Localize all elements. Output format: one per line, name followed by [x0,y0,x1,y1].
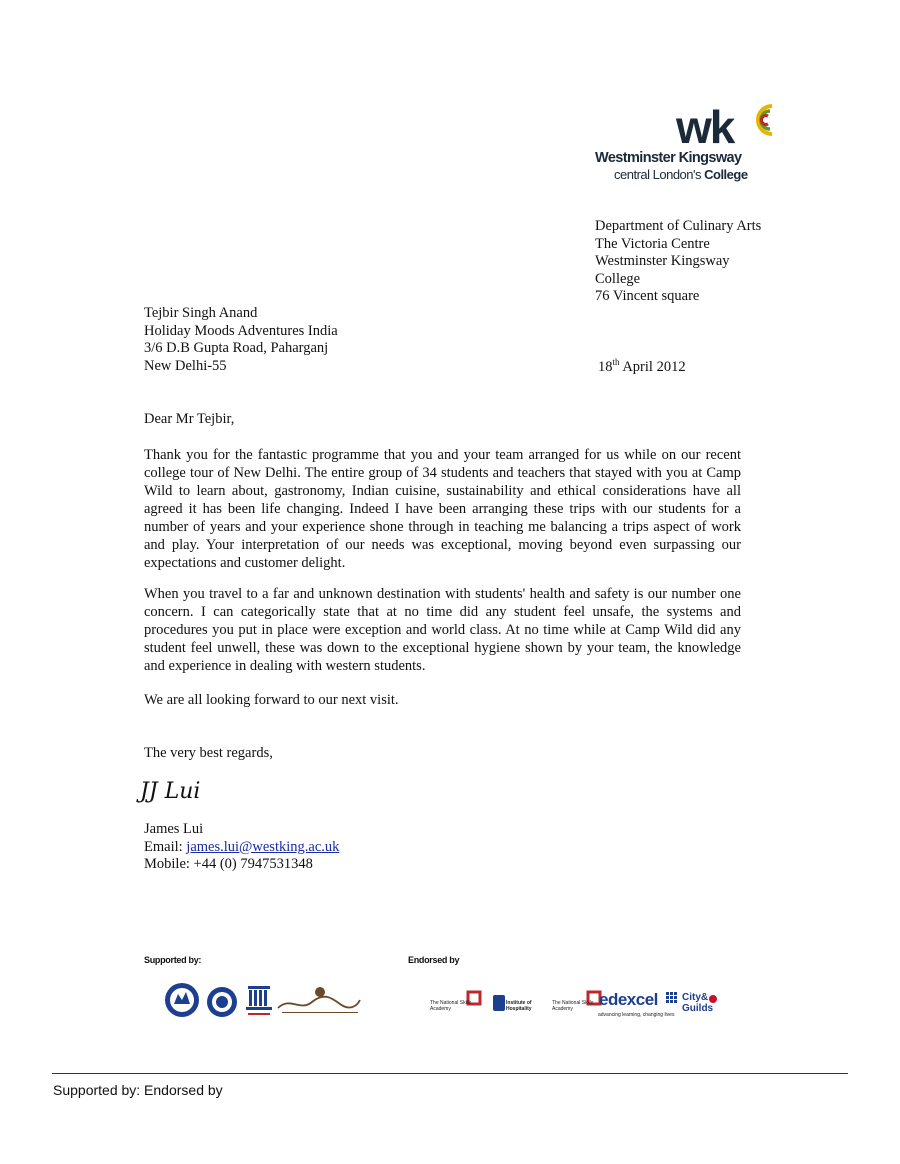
supported-by-label: Supported by: [144,955,202,965]
mobile-line: Mobile: +44 (0) 7947531348 [144,856,313,872]
supporter-pillars-logo-icon [246,986,272,1015]
body-paragraph-2: When you travel to a far and unknown destination with students' health and safety is our number one concern. I can categorically state that at no time did any student feel unsafe, the systems and procedures you put in place were exception and world class. At no time while at Camp Wild did any student feel unwell, these was down to the exceptional hygiene shown by your team, the knowledge and experience in dealing with western students. [144,586,741,674]
nsa-label-1: The National Skills Academy [430,1000,472,1012]
handwritten-signature: JJ Lui [140,779,201,804]
contact-block [144,821,339,874]
sender-address-line: College [595,270,641,287]
endorsed-by-label: Endorsed by [408,955,460,965]
letter-date: 18th April 2012 [598,357,686,375]
closing: The very best regards, [144,745,273,761]
sender-address-line: Westminster Kingsway [595,253,730,269]
institute-label: Institute of Hospitality [506,1000,532,1012]
supporter-crest-logo-icon [165,983,199,1017]
edexcel-tagline: advancing learning, changing lives [598,1012,675,1018]
body-paragraph-1: Thank you for the fantastic programme that you and your team arranged for us while on our recent college tour of New Delhi. The entire group of 34 students and teachers that stayed with you at Camp Wild to learn about, gastronomy, Indian cuisine, sustainability and ethical considerations have all agreed it has been life changing. Indeed I have been arranging these trips with our students for a number of years and your experience shone through in teaching me balancing a trips aspect of work and play. Your interpretation of our needs was exceptional, moving beyond even surpassing our expectations and customer delight. [144,447,741,571]
edexcel-logo: edexcel [599,990,658,1009]
endorser-logos [428,990,728,1024]
edexcel-dots-icon [666,992,678,1006]
recipient-street: 3/6 D.B Gupta Road, Paharganj [144,340,329,356]
recipient-city: New Delhi-55 [144,357,227,374]
college-logo-arcs-icon [748,100,778,140]
supporter-script-logo-icon [278,987,360,1013]
nsa-label-2: The National Skills Academy [552,1000,594,1012]
recipient-address [144,305,338,375]
institute-crest-icon [492,994,506,1012]
sender-address-line: The Victoria Centre [595,235,710,252]
body-paragraph-3: We are all looking forward to our next visit. [144,692,399,708]
city-guilds-mark-icon [708,994,718,1004]
footer-divider [52,1073,848,1074]
sender-address-line: Department of Culinary Arts [595,218,762,234]
footer-text: Supported by: Endorsed by [53,1082,223,1098]
signer-name: James Lui [144,821,204,837]
sender-address-line: 76 Vincent square [595,288,700,304]
email-link[interactable]: james.lui@westking.ac.uk [186,838,340,855]
city-guilds-line-1: City& [682,992,709,1003]
recipient-company: Holiday Moods Adventures India [144,322,338,339]
college-name: Westminster Kingsway [595,150,742,166]
salutation: Dear Mr Tejbir, [144,411,235,427]
supporter-seal-logo-icon [207,987,237,1017]
recipient-name: Tejbir Singh Anand [144,305,258,321]
college-logo-mark: wk [676,101,734,153]
sender-address [595,218,761,306]
email-line: Email: james.lui@westking.ac.uk [144,838,340,855]
supporter-logos [160,982,370,1022]
college-tagline: central London's College [614,167,748,182]
city-guilds-line-2: Guilds [682,1003,714,1014]
